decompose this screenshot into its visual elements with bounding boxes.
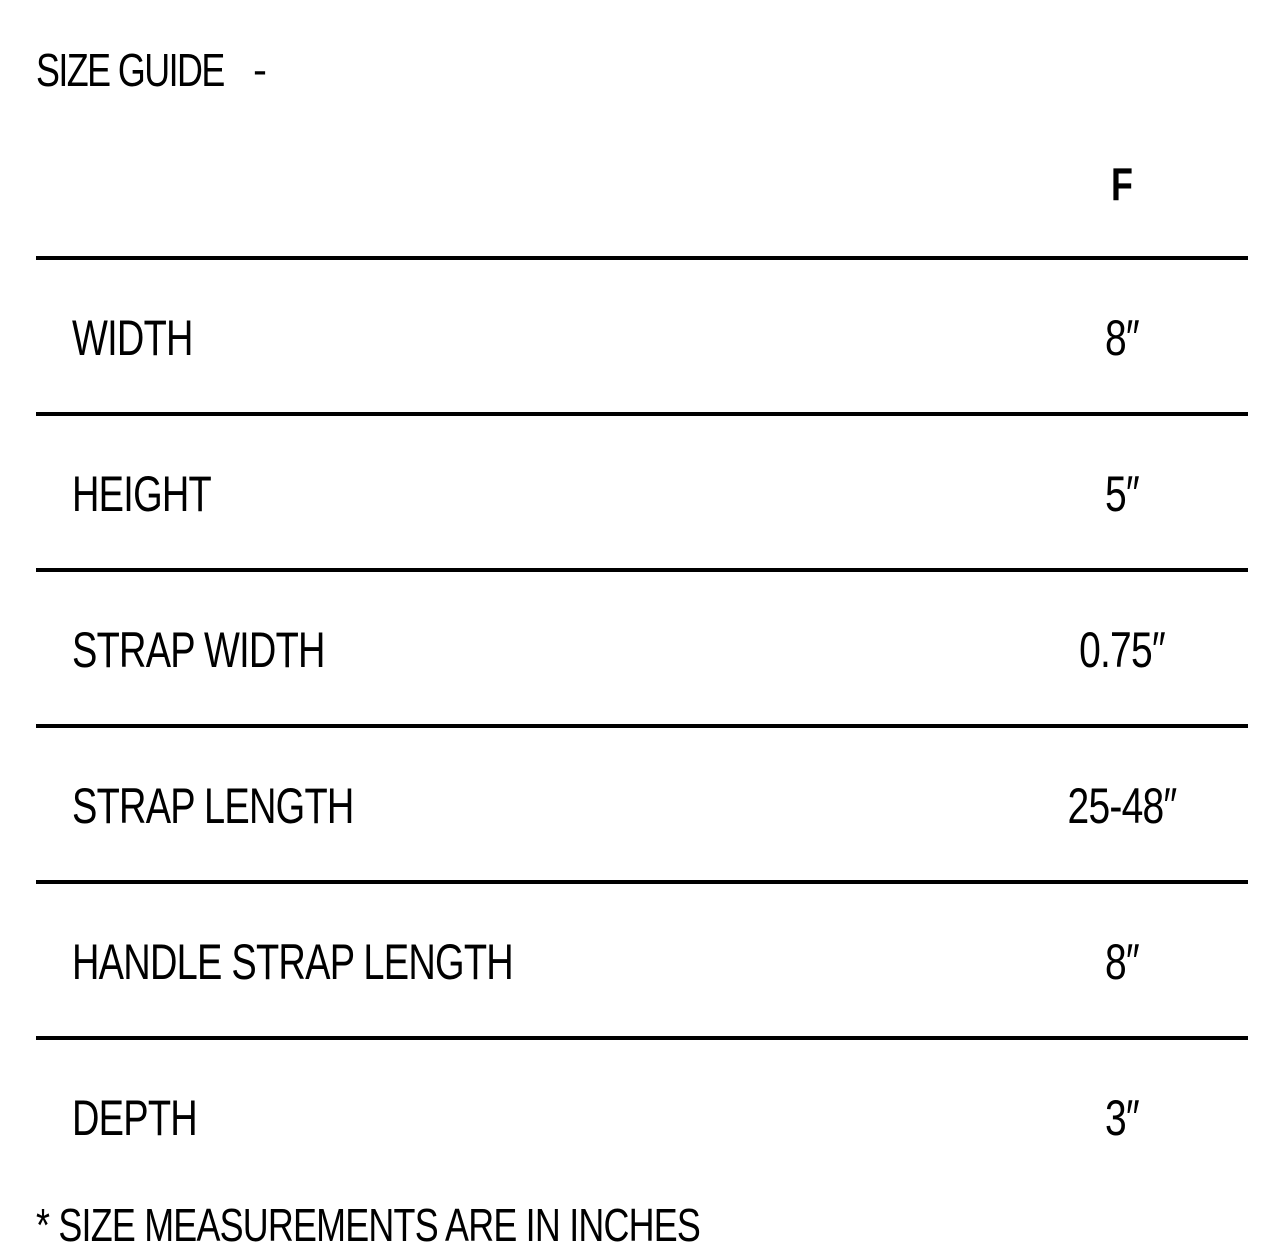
table-row [36, 412, 1248, 568]
row-value: 8″ [1105, 310, 1139, 366]
size-guide-header [36, 42, 277, 98]
column-header-size: F [1111, 158, 1133, 210]
row-label: DEPTH [72, 1090, 197, 1146]
row-label: HEIGHT [72, 466, 212, 522]
title-separator: - [253, 46, 267, 93]
row-label: STRAP LENGTH [72, 778, 354, 834]
table-row [36, 880, 1248, 1036]
table-row [36, 568, 1248, 724]
size-table [36, 256, 1248, 1192]
row-label: HANDLE STRAP LENGTH [72, 934, 513, 990]
row-value: 8″ [1105, 934, 1139, 990]
row-label: STRAP WIDTH [72, 622, 325, 678]
table-row [36, 256, 1248, 412]
row-value: 3″ [1105, 1090, 1139, 1146]
page-title: SIZE GUIDE [36, 44, 224, 96]
table-row [36, 1036, 1248, 1192]
measurement-footnote: * SIZE MEASUREMENTS ARE IN INCHES [36, 1199, 701, 1251]
row-value: 5″ [1105, 466, 1139, 522]
row-label: WIDTH [72, 310, 193, 366]
table-row [36, 724, 1248, 880]
row-value: 25-48″ [1067, 778, 1177, 834]
row-value: 0.75″ [1079, 622, 1165, 678]
